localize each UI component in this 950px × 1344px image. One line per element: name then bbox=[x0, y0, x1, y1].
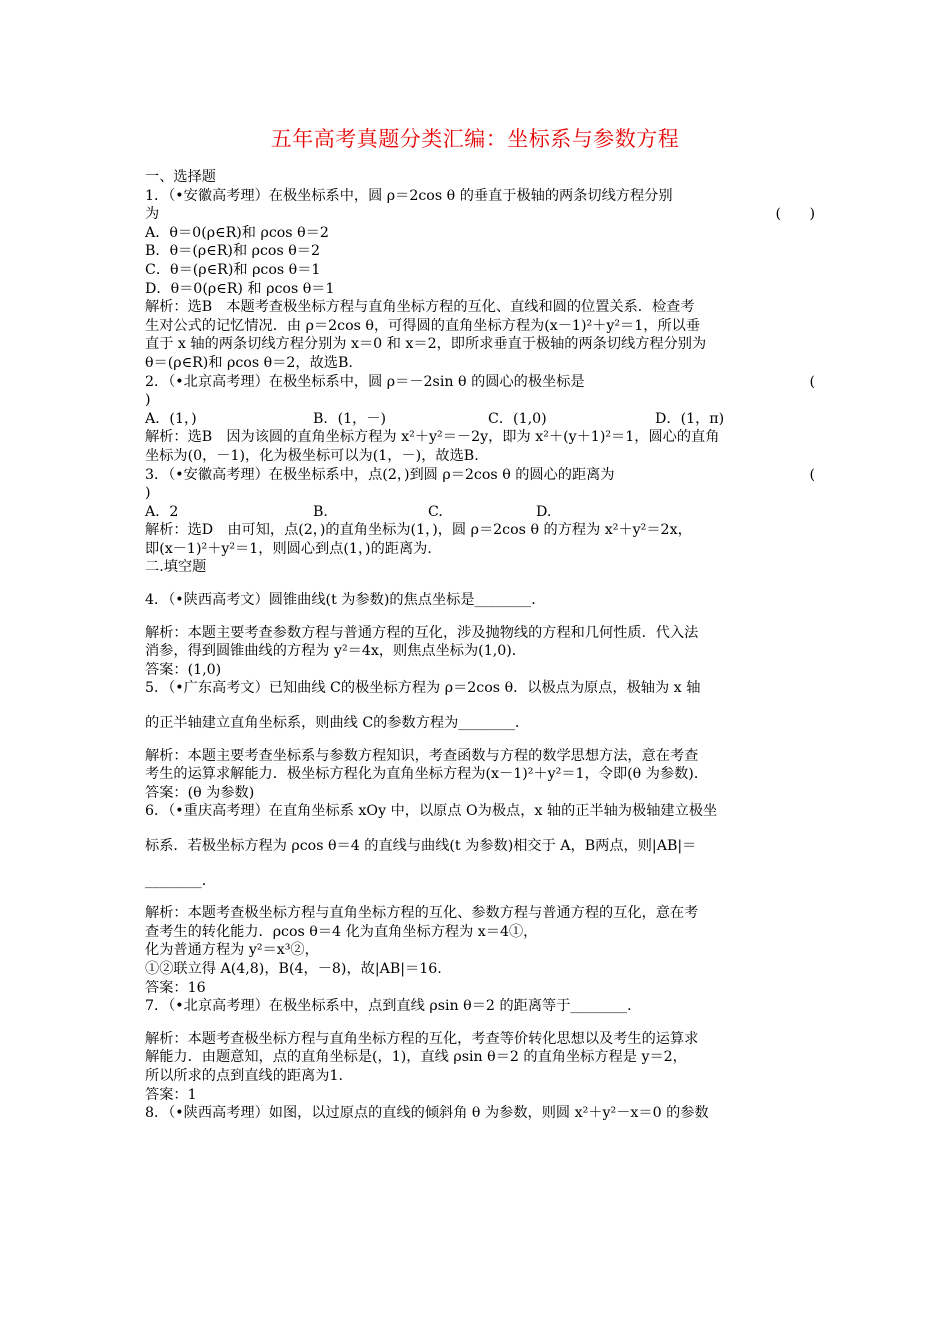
question-1-text-end: 为 bbox=[145, 206, 160, 223]
question-2-text-row bbox=[145, 373, 815, 392]
answer-parentheses: ( bbox=[809, 466, 815, 483]
solution-3-line: 解析：选D 由可知，点(2，)的直角坐标为(1，)，圆 ρ＝2cos θ 的方程为 x²＋y²＝2x， bbox=[145, 522, 692, 539]
solution-2-line: 解析：选B 因为该圆的直角坐标方程为 x²＋y²＝－2y，即为 x²＋(y＋1)²＝1，圆心的直角 bbox=[145, 429, 720, 446]
solution-6-line: 化为普通方程为 y²＝x³②， bbox=[145, 942, 319, 959]
solution-1-line: 生对公式的记忆情况．由 ρ＝2cos θ，可得圆的直角坐标方程为(x－1)²＋y²＝1，所以垂 bbox=[145, 317, 701, 334]
solution-4-line: 解析：本题主要考查参数方程与普通方程的互化，涉及抛物线的方程和几何性质．代入法 bbox=[145, 624, 699, 641]
option-c: C．(1,0) bbox=[488, 410, 547, 427]
solution-5-line: 解析：本题主要考查坐标系与参数方程知识，考查函数与方程的数学思想方法，意在考查 bbox=[145, 747, 699, 764]
solution-1-line: 直于 x 轴的两条切线方程分别为 x＝0 和 x＝2，即所求垂直于极轴的两条切线方程分别为 bbox=[145, 336, 707, 353]
solution-6-line: 查考生的转化能力．ρcos θ＝4 化为直角坐标方程为 x＝4①， bbox=[145, 923, 538, 940]
question-5-text: 5．（•广东高考文）已知曲线 C的极坐标方程为 ρ＝2cos θ．以极点为原点，极轴为 x 轴 bbox=[145, 680, 701, 697]
answer-4: 答案：(1,0) bbox=[145, 661, 222, 678]
question-4-text: 4．（•陕西高考文）圆锥曲线(t 为参数)的焦点坐标是________． bbox=[145, 592, 546, 609]
question-3-options bbox=[145, 503, 815, 522]
solution-2-line: 坐标为(0，－1)，化为极坐标可以为(1，－)，故选B. bbox=[145, 447, 479, 464]
question-1-text-cont bbox=[145, 205, 815, 224]
page-title: 五年高考真题分类汇编：坐标系与参数方程 bbox=[270, 127, 680, 151]
question-5-text: 的正半轴建立直角坐标系，则曲线 C的参数方程为________． bbox=[145, 715, 530, 732]
question-2-options bbox=[145, 410, 815, 429]
solution-6-line: 解析：本题考查极坐标方程与直角坐标方程的互化、参数方程与普通方程的互化，意在考 bbox=[145, 905, 699, 922]
answer-parentheses-close: ) bbox=[145, 485, 151, 502]
question-2-text: 2．（•北京高考理）在极坐标系中，圆 ρ＝－2sin θ 的圆心的极坐标是 bbox=[145, 373, 585, 390]
option-d: D. bbox=[536, 503, 552, 520]
option-d: D．(1，π) bbox=[655, 410, 725, 427]
solution-1-line: θ＝(ρ∈R)和 ρcos θ＝2，故选B. bbox=[145, 354, 353, 371]
option-d: D．θ＝0(ρ∈R) 和 ρcos θ＝1 bbox=[145, 280, 335, 297]
question-8-text: 8．（•陕西高考理）如图，以过原点的直线的倾斜角 θ 为参数，则圆 x²＋y²－x＝0 的参数 bbox=[145, 1105, 709, 1122]
question-6-blank: ________． bbox=[145, 872, 216, 889]
section-heading: 二.填空题 bbox=[145, 559, 207, 576]
option-a: A．θ＝0(ρ∈R)和 ρcos θ＝2 bbox=[145, 224, 329, 241]
answer-parentheses: ( ) bbox=[775, 206, 815, 223]
solution-3-line: 即(x－1)²＋y²＝1，则圆心到点(1，)的距离为. bbox=[145, 540, 432, 557]
question-3-text: 3．（•安徽高考理）在极坐标系中，点(2，)到圆 ρ＝2cos θ 的圆心的距离为 bbox=[145, 466, 615, 483]
option-b: B．θ＝(ρ∈R)和 ρcos θ＝2 bbox=[145, 243, 321, 260]
question-6-text: 6．（•重庆高考理）在直角坐标系 xOy 中，以原点 O为极点，x 轴的正半轴为极轴建立极坐 bbox=[145, 803, 718, 820]
answer-parentheses: ( bbox=[809, 373, 815, 390]
option-c: C．θ＝(ρ∈R)和 ρcos θ＝1 bbox=[145, 261, 321, 278]
solution-7-line: 所以所求的点到直线的距离为1. bbox=[145, 1067, 343, 1084]
section-heading: 一、选择题 bbox=[145, 169, 216, 185]
solution-7-line: 解能力．由题意知，点的直角坐标是(，1)，直线 ρsin θ＝2 的直角坐标方程是 y＝2， bbox=[145, 1049, 687, 1066]
answer-7: 答案：1 bbox=[145, 1086, 197, 1103]
document-body bbox=[145, 168, 815, 1123]
answer-5: 答案：(θ 为参数) bbox=[145, 784, 255, 801]
solution-5-line: 考生的运算求解能力．极坐标方程化为直角坐标方程为(x－1)²＋y²＝1，令即(θ 为参数)． bbox=[145, 766, 709, 783]
option-b: B. bbox=[313, 503, 328, 520]
solution-6-line: ①②联立得 A(4,8)，B(4，－8)，故|AB|＝16. bbox=[145, 960, 442, 977]
answer-6: 答案：16 bbox=[145, 979, 206, 996]
question-3-text-row bbox=[145, 466, 815, 485]
option-a: A．2 bbox=[145, 503, 179, 520]
option-c: C. bbox=[428, 503, 443, 520]
option-b: B．(1，－) bbox=[313, 410, 387, 427]
solution-4-line: 消参，得到圆锥曲线的方程为 y²＝4x，则焦点坐标为(1,0)． bbox=[145, 643, 526, 660]
question-7-text: 7．（•北京高考理）在极坐标系中，点到直线 ρsin θ＝2 的距离等于________． bbox=[145, 998, 642, 1015]
solution-1-line: 解析：选B 本题考查极坐标方程与直角坐标方程的互化、直线和圆的位置关系．检查考 bbox=[145, 299, 695, 316]
question-1-text: 1．（•安徽高考理）在极坐标系中，圆 ρ＝2cos θ 的垂直于极轴的两条切线方程分别 bbox=[145, 187, 673, 204]
answer-parentheses-close: ) bbox=[145, 392, 151, 409]
question-6-text: 标系．若极坐标方程为 ρcos θ＝4 的直线与曲线(t 为参数)相交于 A，B两点，则|AB|＝ bbox=[145, 838, 697, 854]
solution-7-line: 解析：本题考查极坐标方程与直角坐标方程的互化，考查等价转化思想以及考生的运算求 bbox=[145, 1030, 699, 1047]
option-a: A．(1，) bbox=[145, 410, 197, 427]
